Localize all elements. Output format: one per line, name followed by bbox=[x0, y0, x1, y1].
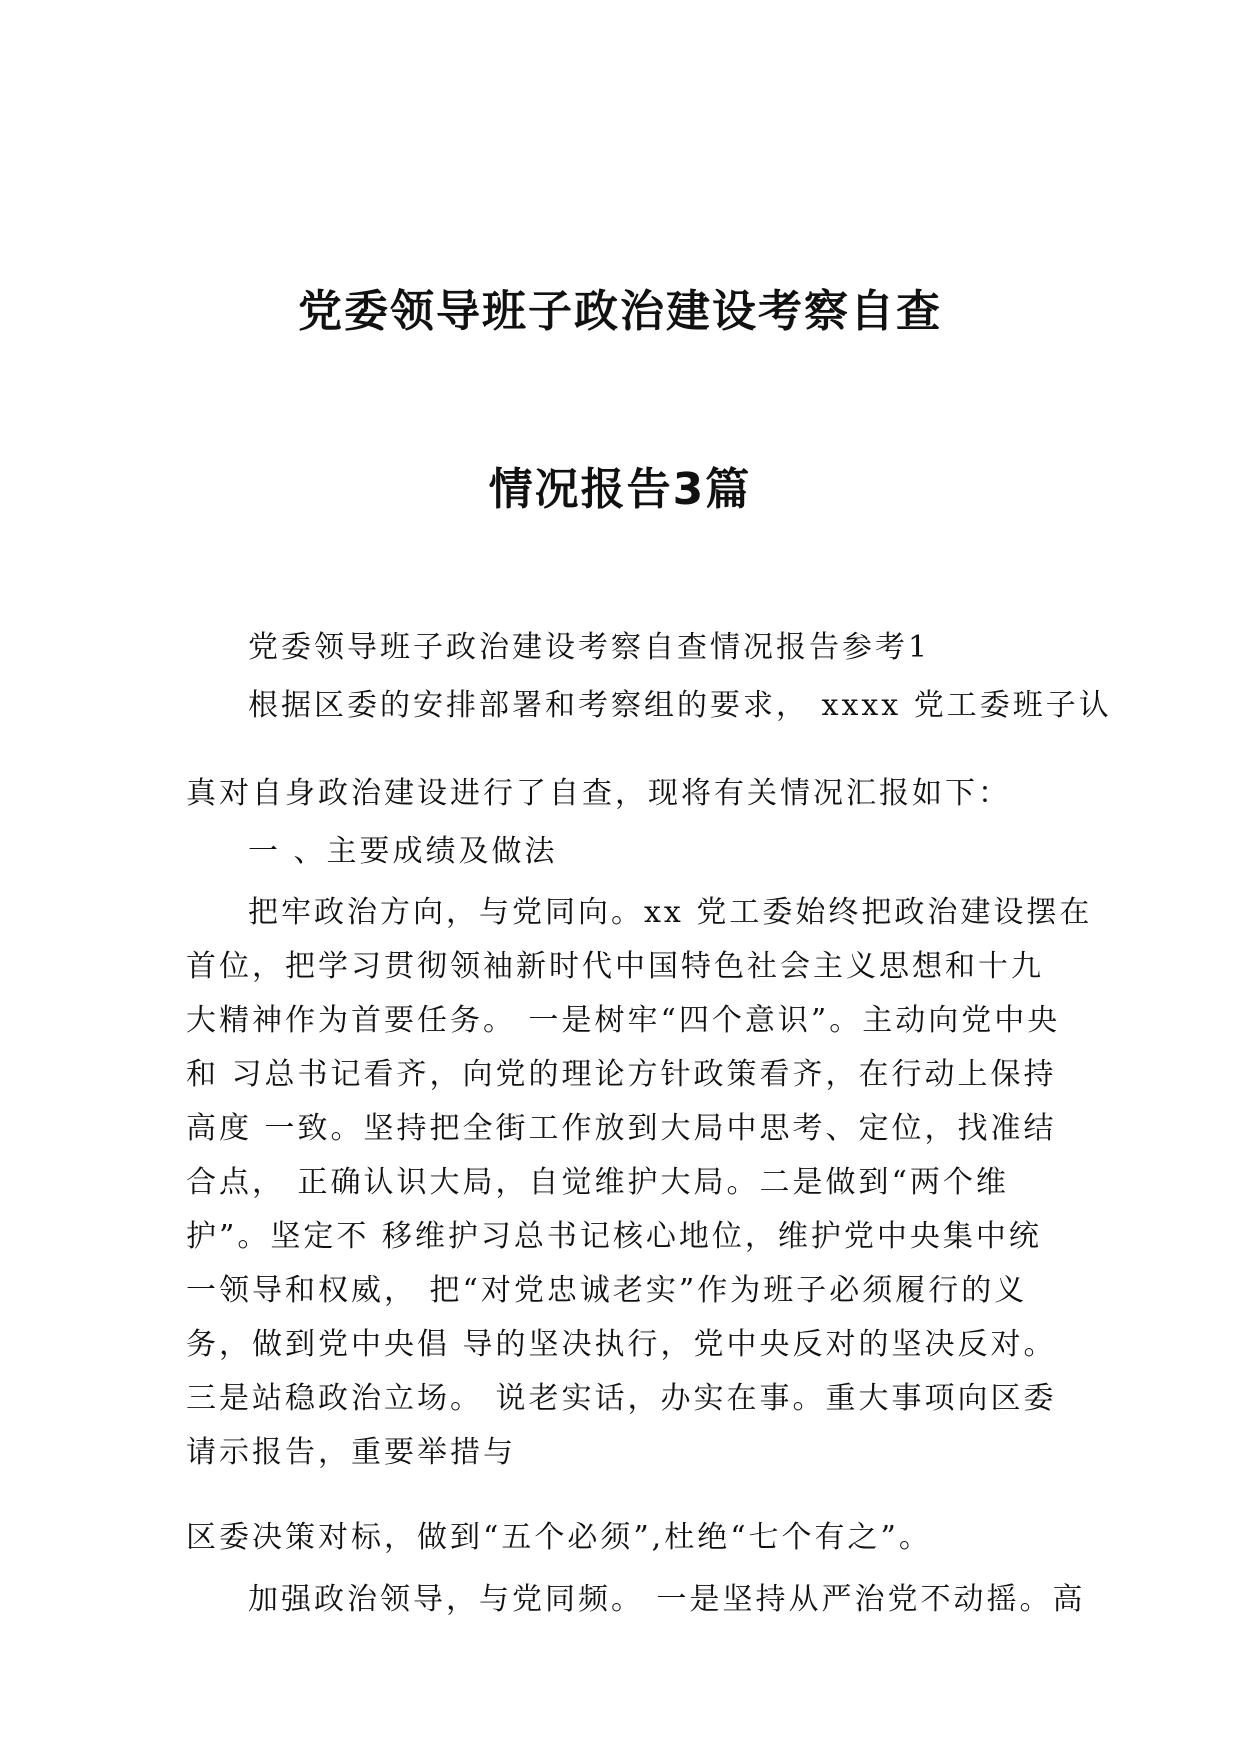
section-heading: 一 、主要成绩及做法 bbox=[248, 834, 558, 869]
body-line: 区委决策对标，做到“五个必须”,杜绝“七个有之”。 bbox=[186, 1520, 932, 1555]
body-line: 大精神作为首要任务。 一是树牢“四个意识”。主动向党中央 bbox=[186, 1003, 1061, 1038]
body-line: 和 习总书记看齐，向党的理论方针政策看齐，在行动上保持 bbox=[186, 1057, 1057, 1092]
body-line: 把牢政治方向，与党同向。xx 党工委始终把政治建设摆在 bbox=[248, 895, 1093, 930]
body-line: 护”。坚定不 移维护习总书记核心地位，维护党中央集中统 bbox=[186, 1219, 1042, 1254]
title-line-2: 情况报告3篇 bbox=[488, 464, 752, 515]
body-line: 首位，把学习贯彻领袖新时代中国特色社会主义思想和十九 bbox=[186, 949, 1044, 984]
body-line: 一领导和权威， 把“对党忠诚老实”作为班子必须履行的义 bbox=[186, 1273, 1028, 1308]
body-line: 合点， 正确认识大局，自觉维护大局。二是做到“两个维 bbox=[186, 1165, 1009, 1200]
body-line: 三是站稳政治立场。 说老实话，办实在事。重大事项向区委 bbox=[186, 1381, 1057, 1416]
title-line-1: 党委领导班子政治建设考察自查 bbox=[298, 286, 942, 337]
body-line: 务，做到党中央倡 导的坚决执行，党中央反对的坚决反对。 bbox=[186, 1327, 1057, 1362]
body-line: 加强政治领导，与党同频。 一是坚持从严治党不动摇。高 bbox=[248, 1582, 1086, 1617]
body-line: 请示报告，重要举措与 bbox=[186, 1435, 516, 1470]
subtitle-reference: 党委领导班子政治建设考察自查情况报告参考1 bbox=[248, 630, 931, 665]
body-line: 真对自身政治建设进行了自查，现将有关情况汇报如下： bbox=[186, 776, 1011, 811]
body-line: 根据区委的安排部署和考察组的要求， xxxx 党工委班子认 bbox=[248, 688, 1112, 723]
body-line: 高度 一致。坚持把全街工作放到大局中思考、定位，找准结 bbox=[186, 1111, 1057, 1146]
